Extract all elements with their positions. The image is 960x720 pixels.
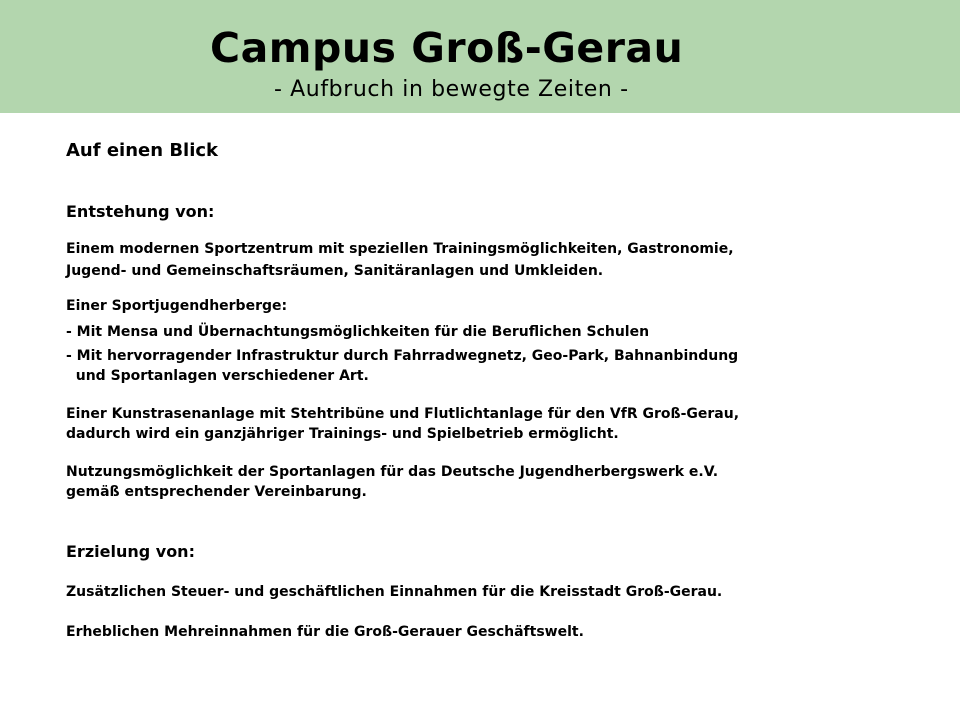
erzielung-heading: Erzielung von:	[66, 542, 195, 561]
herberge-item-2-line-2: und Sportanlagen verschiedener Art.	[66, 368, 369, 384]
page-title: Campus Groß-Gerau	[210, 24, 684, 72]
sportzentrum-line-1: Einem modernen Sportzentrum mit speziellen Trainingsmöglichkeiten, Gastronomie,	[66, 241, 734, 257]
erzielung-mehreinnahmen: Erheblichen Mehreinnahmen für die Groß-Gerauer Geschäftswelt.	[66, 624, 584, 640]
sportzentrum-line-2: Jugend- und Gemeinschaftsräumen, Sanitäranlagen und Umkleiden.	[66, 263, 604, 279]
nutzung-line-1: Nutzungsmöglichkeit der Sportanlagen für das Deutsche Jugendherbergswerk e.V.	[66, 464, 719, 480]
erzielung-steuer: Zusätzlichen Steuer- und geschäftlichen Einnahmen für die Kreisstadt Groß-Gerau.	[66, 584, 723, 600]
entstehung-heading: Entstehung von:	[66, 202, 215, 221]
nutzung-line-2: gemäß entsprechender Vereinbarung.	[66, 484, 367, 500]
kunstrasen-line-2: dadurch wird ein ganzjähriger Trainings- und Spielbetrieb ermöglicht.	[66, 426, 619, 442]
herberge-item-2-line-1: - Mit hervorragender Infrastruktur durch Fahrradwegnetz, Geo-Park, Bahnanbindung	[66, 348, 739, 364]
kunstrasen-line-1: Einer Kunstrasenanlage mit Stehtribüne und Flutlichtanlage für den VfR Groß-Gerau,	[66, 406, 740, 422]
section-heading: Auf einen Blick	[66, 140, 219, 161]
herberge-intro: Einer Sportjugendherberge:	[66, 298, 288, 314]
herberge-item-1: - Mit Mensa und Übernachtungsmöglichkeiten für die Beruflichen Schulen	[66, 324, 650, 340]
page-subtitle: - Aufbruch in bewegte Zeiten -	[274, 77, 629, 102]
